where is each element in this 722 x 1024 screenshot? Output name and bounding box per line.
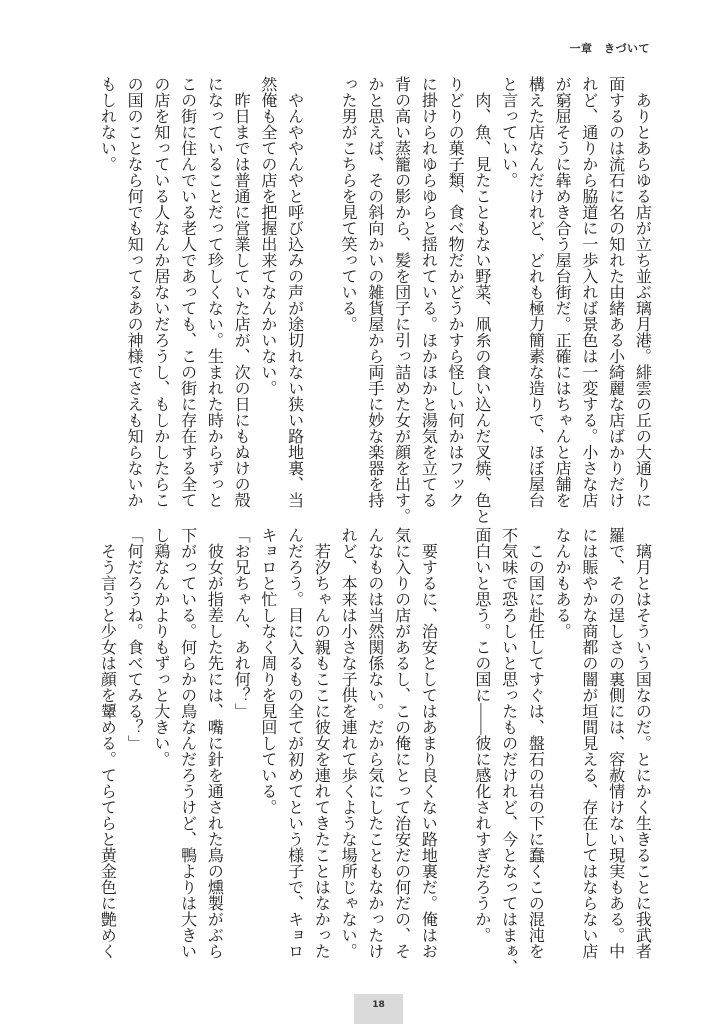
page-number: 18 (372, 1000, 385, 1010)
text-column: ありとあらゆる店が立ち並ぶ璃月港。緋雲の丘の大通りに (633, 76, 651, 508)
text-column: この国に赴任してすぐは、盤石の岩の下に蠢くこの混沌を (526, 527, 544, 959)
text-column: もしれない。 (98, 76, 116, 172)
text-column: 「お兄ちゃん、あれ何？」 (232, 527, 250, 719)
text-column: んだろう。目に入るもの全てが初めてという様子で、キョロ (285, 527, 303, 959)
text-column: 「何だろうね。食べてみる？」 (125, 527, 143, 751)
text-column: なんかもある。 (553, 527, 571, 639)
text-column: し鶏なんかよりもずっと大きい。 (151, 527, 169, 767)
text-column: 不気味で恐ろしいと思ったものだけれど、今となってはまぁ、 (499, 527, 517, 975)
blank-column (307, 76, 334, 526)
text-column: れど、通りから脇道に一歩入れば景色は一変する。小さな店 (579, 76, 597, 508)
text-column: 背の高い蒸籠の影から、髪を団子に引っ詰めた女が顔を出す。 (392, 76, 410, 524)
text-column: の国のことなら何でも知ってるあの神様でさえも知らないか (125, 76, 143, 508)
text-column: んなものは当然関係ない。だから気にしたこともなかったけ (365, 527, 383, 959)
text-column: 然俺も全ての店を把握出来てなんかいない。 (258, 76, 276, 396)
text-column: 若汐ちゃんの親もここに彼女を連れてきたことはなかった (312, 527, 330, 959)
text-column: やんややんやと呼び込みの声が途切れない狭い路地裏、当 (285, 76, 303, 508)
text-column: 構えた店なんだけれど、どれも極力簡素な造りで、ほぼ屋台 (526, 76, 544, 508)
text-column: 面白いと思う。この国に――彼に感化されすぎだろうか。 (472, 527, 490, 943)
text-column: 羅で、その逞しさの裏側には、容赦情けない現実もある。中 (606, 527, 624, 959)
text-column: に掛けられゆらゆらと揺れている。ほかほかと湯気を立てる (419, 76, 437, 508)
text-column: かと思えば、その斜向かいの雑貨屋から両手に妙な楽器を持 (365, 76, 383, 508)
text-block-top (93, 76, 655, 526)
text-column: った男がこちらを見て笑っている。 (339, 76, 357, 332)
text-column: 彼女が指差した先には、嘴に針を通された鳥の燻製がぶら (205, 527, 223, 959)
text-column: れど、本来は小さな子供を連れて歩くような場所じゃない。 (339, 527, 357, 959)
text-column: 璃月とはそういう国なのだ。とにかく生きることに我武者 (633, 527, 651, 959)
text-column: りどりの菓子類、食べ物だかどうかすら怪しい何かはフック (446, 76, 464, 508)
text-column: 昨日までは普通に営業していた店が、次の日にもぬけの殻 (232, 76, 250, 508)
text-column: が窮屈そうに犇めき合う屋台街だ。正確にはちゃんと店舗を (553, 76, 571, 508)
text-column: 肉、魚、見たこともない野菜、凧糸の食い込んだ叉焼、色と (472, 76, 490, 524)
text-block-bottom (93, 527, 655, 977)
text-column: 気に入りの店があるし、この俺にとって治安だの何だの、そ (392, 527, 410, 959)
text-column: には賑やかな商都の闇が垣間見える、存在してはならない店 (579, 527, 597, 959)
text-column: キョロと忙しなく周りを見回している。 (258, 527, 276, 815)
text-column: この街に住んでいる老人であっても、この街に存在する全て (178, 76, 196, 508)
text-column: 面するのは流石に名の知れた由緒ある小綺麗な店ばかりだけ (606, 76, 624, 508)
running-head: 一章 きづいて (569, 42, 650, 55)
text-column: 下がっている。何らかの鳥なんだろうけど、鴨よりは大きい (178, 527, 196, 959)
text-column: と言っていい。 (499, 76, 517, 188)
blank-column (440, 527, 467, 977)
text-column: になっていることだって珍しくない。生まれた時からずっと (205, 76, 223, 508)
text-column: 要するに、治安としてはあまり良くない路地裏だ。俺はお (419, 527, 437, 959)
page-number-box (354, 994, 403, 1024)
text-column: そう言うと少女は顔を顰める。てらてらと黄金色に艶めく (98, 527, 116, 959)
text-column: の店を知っている人なんか居ないだろうし、もしかしたらこ (151, 76, 169, 508)
